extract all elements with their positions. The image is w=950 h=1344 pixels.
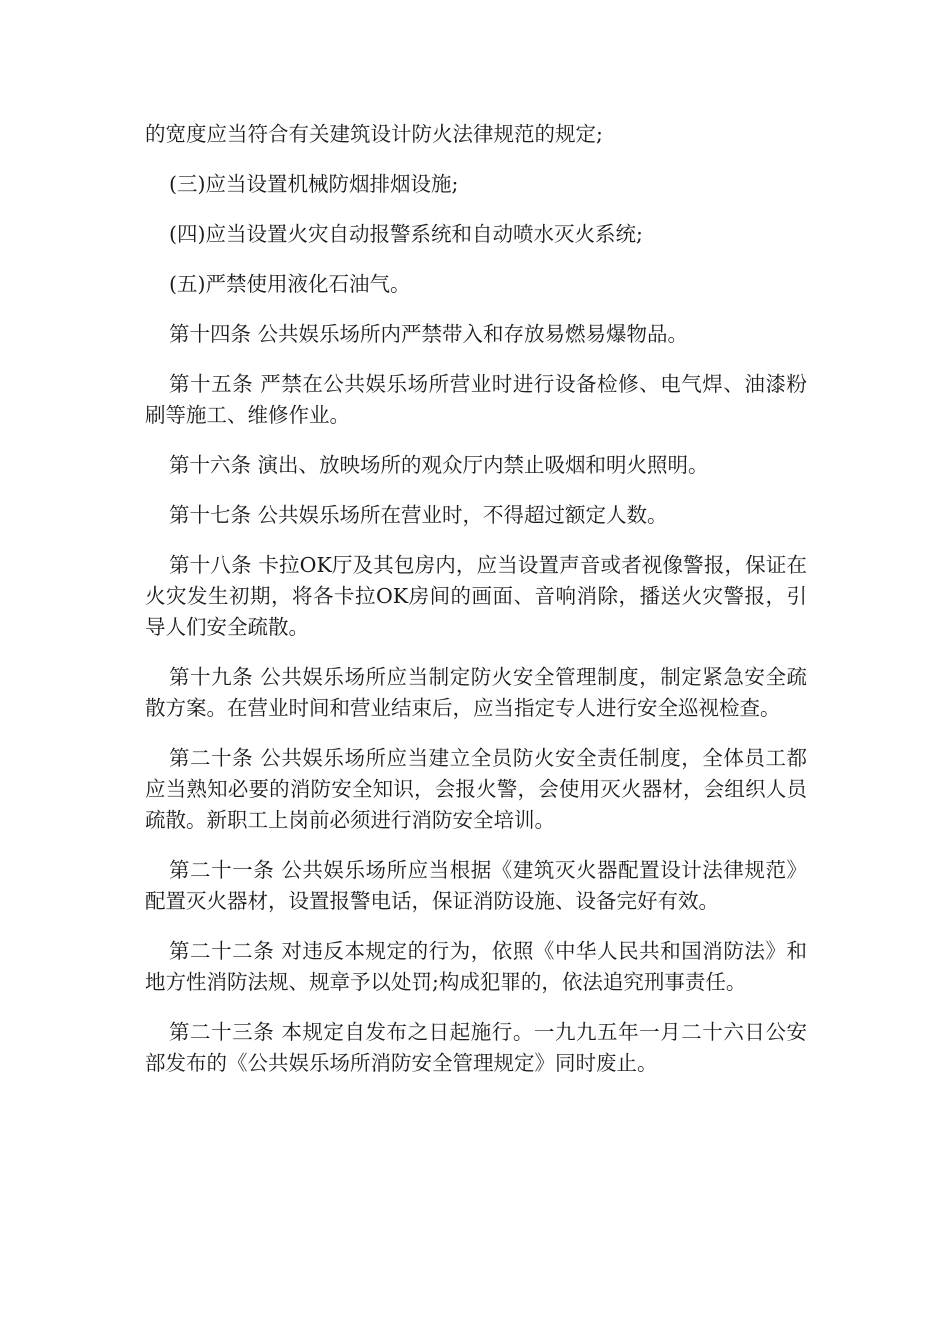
paragraph-article-19: 第十九条 公共娱乐场所应当制定防火安全管理制度，制定紧急安全疏散方案。在营业时间和营业结束后，应当指定专人进行安全巡视检查。	[145, 665, 807, 720]
paragraph-continuation: 的宽度应当符合有关建筑设计防火法律规范的规定;	[145, 122, 603, 146]
paragraph-article-21: 第二十一条 公共娱乐场所应当根据《建筑灭火器配置设计法律规范》配置灭火器材，设置报警电话，保证消防设施、设备完好有效。	[145, 858, 807, 913]
paragraph-item-4: (四)应当设置火灾自动报警系统和自动喷水灭火系统;	[169, 222, 643, 246]
document-body	[145, 119, 807, 1098]
paragraph-article-22: 第二十二条 对违反本规定的行为，依照《中华人民共和国消防法》和地方性消防法规、规章予以处罚;构成犯罪的，依法追究刑事责任。	[145, 939, 807, 994]
paragraph-article-18: 第十八条 卡拉OK厅及其包房内，应当设置声音或者视像警报，保证在火灾发生初期，将各卡拉OK房间的画面、音响消除，播送火灾警报，引导人们安全疏散。	[145, 553, 807, 639]
paragraph-article-20: 第二十条 公共娱乐场所应当建立全员防火安全责任制度，全体员工都应当熟知必要的消防安全知识，会报火警，会使用灭火器材，会组织人员疏散。新职工上岗前必须进行消防安全培训。	[145, 746, 807, 832]
paragraph-article-15: 第十五条 严禁在公共娱乐场所营业时进行设备检修、电气焊、油漆粉刷等施工、维修作业。	[145, 372, 807, 427]
paragraph-article-17: 第十七条 公共娱乐场所在营业时，不得超过额定人数。	[169, 503, 668, 527]
paragraph-item-5: (五)严禁使用液化石油气。	[169, 272, 411, 296]
paragraph-article-23: 第二十三条 本规定自发布之日起施行。一九九五年一月二十六日公安部发布的《公共娱乐场所消防安全管理规定》同时废止。	[145, 1020, 807, 1075]
paragraph-item-3: (三)应当设置机械防烟排烟设施;	[169, 172, 459, 196]
paragraph-article-14: 第十四条 公共娱乐场所内严禁带入和存放易燃易爆物品。	[169, 322, 689, 346]
paragraph-article-16: 第十六条 演出、放映场所的观众厅内禁止吸烟和明火照明。	[169, 453, 709, 477]
